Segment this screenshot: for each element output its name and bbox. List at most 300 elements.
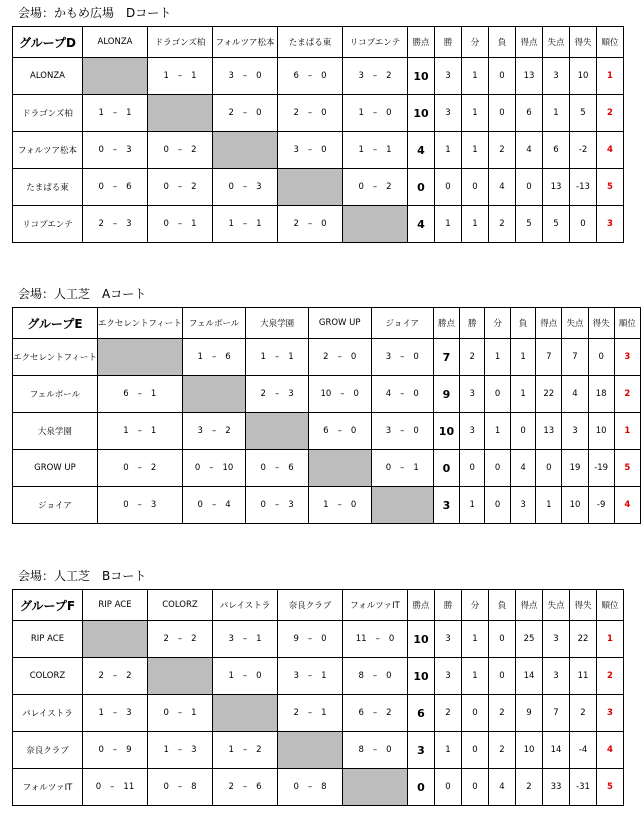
self-match-cell — [278, 732, 343, 769]
table-row — [13, 413, 641, 450]
goals-against: 3 — [150, 500, 157, 510]
stat-cell: 22 — [536, 376, 562, 413]
column-header-team: COLORZ — [148, 590, 213, 621]
stat-cell: 3 — [435, 95, 462, 132]
match-score-cell — [182, 413, 246, 450]
points-cell: 4 — [408, 206, 435, 243]
match-score-cell — [83, 95, 148, 132]
goals-against: 1 — [191, 708, 197, 718]
match-score-cell — [278, 695, 343, 732]
stat-cell: -9 — [588, 487, 614, 524]
match-score — [309, 389, 371, 399]
table-row — [13, 339, 641, 376]
score-separator: – — [274, 352, 280, 362]
stat-cell: 3 — [510, 487, 535, 524]
self-match-cell — [148, 658, 213, 695]
column-header-team: GROW UP — [308, 308, 371, 339]
stat-cell: 1 — [462, 621, 489, 658]
goals-against: 0 — [388, 634, 395, 644]
match-score — [83, 182, 147, 192]
rank-cell: 3 — [614, 339, 640, 376]
match-score — [148, 782, 212, 792]
match-score — [83, 108, 147, 118]
score-separator: – — [337, 352, 342, 362]
table-row — [13, 132, 624, 169]
rank-cell: 1 — [597, 621, 624, 658]
stat-cell: 0 — [489, 658, 516, 695]
match-score-cell — [308, 376, 371, 413]
match-score-cell — [83, 658, 148, 695]
goals-against: 3 — [126, 145, 132, 155]
row-team-name: ドラゴンズ柏 — [13, 95, 83, 132]
stat-cell: 2 — [489, 695, 516, 732]
rank-cell: 1 — [597, 58, 624, 95]
stat-cell: 2 — [489, 132, 516, 169]
stat-header: 勝点 — [408, 590, 435, 621]
row-team-name: エクセレントフィート — [13, 339, 98, 376]
row-team-name: ジョイア — [13, 487, 98, 524]
match-score-cell — [83, 732, 148, 769]
table-row — [13, 695, 624, 732]
goals-against: 2 — [386, 71, 392, 81]
match-score-cell — [213, 658, 278, 695]
stat-header: 分 — [462, 27, 489, 58]
goals-against: 2 — [126, 671, 132, 681]
goals-against: 1 — [150, 426, 157, 436]
match-score — [213, 219, 277, 229]
goals-for: 8 — [358, 671, 364, 681]
goals-against: 6 — [225, 352, 231, 362]
stat-cell: 1 — [485, 413, 510, 450]
stat-cell: 3 — [543, 58, 570, 95]
stat-cell: 0 — [435, 769, 462, 806]
stat-header: 負 — [489, 27, 516, 58]
score-separator: – — [112, 182, 118, 192]
stat-cell: 1 — [543, 95, 570, 132]
match-score-cell — [246, 339, 308, 376]
match-score — [83, 782, 147, 792]
table-row — [13, 487, 641, 524]
goals-against: 6 — [126, 182, 132, 192]
goals-for: 3 — [228, 634, 234, 644]
score-separator: – — [177, 745, 183, 755]
match-score-cell — [213, 206, 278, 243]
match-score-cell — [182, 450, 246, 487]
match-score — [183, 352, 246, 362]
stat-cell: 1 — [435, 132, 462, 169]
column-header-team: エクセレントフィート — [97, 308, 182, 339]
stat-cell: 3 — [435, 621, 462, 658]
points-cell: 4 — [408, 132, 435, 169]
match-score — [83, 708, 147, 718]
stat-header: 負 — [510, 308, 535, 339]
table-row — [13, 732, 624, 769]
table-row — [13, 58, 624, 95]
match-score — [213, 71, 277, 81]
stat-cell: 10 — [588, 413, 614, 450]
standings-table-group-2 — [12, 307, 641, 524]
goals-against: 4 — [225, 500, 231, 510]
self-match-cell — [83, 621, 148, 658]
stat-cell: 3 — [543, 621, 570, 658]
stat-cell: 2 — [460, 339, 485, 376]
column-header-team: リコブエンテ — [343, 27, 408, 58]
goals-against: 11 — [123, 782, 135, 792]
stat-header: 勝 — [435, 590, 462, 621]
goals-against: 1 — [191, 71, 197, 81]
self-match-cell — [278, 169, 343, 206]
match-score-cell — [371, 376, 433, 413]
match-score-cell — [148, 132, 213, 169]
goals-for: 3 — [385, 426, 392, 436]
match-score-cell — [278, 769, 343, 806]
match-score-cell — [83, 769, 148, 806]
table-row — [13, 169, 624, 206]
goals-for: 2 — [260, 389, 266, 399]
rank-cell: 4 — [614, 487, 640, 524]
row-team-name: ALONZA — [13, 58, 83, 95]
stat-cell: 2 — [489, 732, 516, 769]
rank-cell: 5 — [597, 769, 624, 806]
score-separator: – — [112, 219, 118, 229]
score-separator: – — [372, 108, 378, 118]
match-score — [278, 219, 342, 229]
score-separator: – — [112, 108, 118, 118]
score-separator: – — [112, 671, 118, 681]
column-header-team: ALONZA — [83, 27, 148, 58]
goals-for: 6 — [323, 426, 329, 436]
match-score — [148, 745, 212, 755]
points-cell: 3 — [433, 487, 459, 524]
match-score — [148, 145, 212, 155]
goals-against: 0 — [256, 71, 262, 81]
points-cell: 0 — [433, 450, 459, 487]
goals-for: 1 — [163, 745, 169, 755]
row-team-name: フォルツァIT — [13, 769, 83, 806]
stat-cell: 0 — [460, 450, 485, 487]
score-separator: – — [242, 671, 248, 681]
match-score-cell — [246, 376, 308, 413]
match-score — [343, 182, 407, 192]
score-separator: – — [307, 145, 313, 155]
venue-title: 会場：人工芝 Bコート — [18, 569, 147, 583]
match-score — [372, 426, 433, 436]
table-row — [13, 95, 624, 132]
stat-header: 勝 — [460, 308, 485, 339]
stat-cell: 14 — [543, 732, 570, 769]
points-cell: 0 — [408, 769, 435, 806]
goals-against: 1 — [256, 634, 262, 644]
match-score-cell — [97, 450, 182, 487]
score-separator: – — [372, 71, 378, 81]
score-separator: – — [137, 500, 142, 510]
column-header-team: フォルツァIT — [343, 590, 408, 621]
match-score-cell — [182, 487, 246, 524]
stat-cell: 4 — [489, 169, 516, 206]
stat-cell: 0 — [462, 732, 489, 769]
stat-cell: 10 — [516, 732, 543, 769]
match-score-cell — [213, 95, 278, 132]
self-match-cell — [213, 132, 278, 169]
goals-against: 0 — [350, 352, 357, 362]
column-header-team: 大泉学園 — [246, 308, 308, 339]
stat-cell: 0 — [570, 206, 597, 243]
points-cell: 10 — [408, 95, 435, 132]
match-score — [278, 634, 342, 644]
match-score — [148, 219, 212, 229]
row-team-name: フォルツア松本 — [13, 132, 83, 169]
goals-for: 1 — [123, 426, 129, 436]
match-score — [83, 145, 147, 155]
score-separator: – — [372, 708, 378, 718]
goals-for: 3 — [293, 145, 299, 155]
goals-for: 2 — [228, 108, 234, 118]
goals-against: 8 — [191, 782, 197, 792]
points-cell: 10 — [408, 658, 435, 695]
goals-for: 0 — [197, 500, 203, 510]
rank-cell: 2 — [614, 376, 640, 413]
stat-cell: 0 — [485, 487, 510, 524]
goals-for: 4 — [385, 389, 392, 399]
match-score-cell — [343, 658, 408, 695]
score-separator: – — [340, 389, 345, 399]
stat-cell: 1 — [462, 658, 489, 695]
goals-for: 0 — [293, 782, 299, 792]
goals-for: 1 — [323, 500, 329, 510]
self-match-cell — [308, 450, 371, 487]
table-row — [13, 621, 624, 658]
self-match-cell — [371, 487, 433, 524]
table-row — [13, 450, 641, 487]
goals-against: 1 — [126, 108, 132, 118]
stat-header: 得点 — [516, 590, 543, 621]
row-team-name: GROW UP — [13, 450, 98, 487]
goals-against: 0 — [350, 426, 357, 436]
match-score-cell — [343, 132, 408, 169]
stat-cell: 0 — [485, 376, 510, 413]
stat-header: 失点 — [543, 27, 570, 58]
row-team-name: パレイストラ — [13, 695, 83, 732]
goals-for: 1 — [197, 352, 203, 362]
score-separator: – — [372, 145, 378, 155]
column-header-team: ジョイア — [371, 308, 433, 339]
match-score-cell — [97, 376, 182, 413]
standings-table-group-1 — [12, 26, 624, 243]
column-header-team: フォルツア松本 — [213, 27, 278, 58]
stat-cell: 4 — [562, 376, 588, 413]
stat-cell: 1 — [435, 732, 462, 769]
match-score-cell — [148, 769, 213, 806]
stat-header: 勝 — [435, 27, 462, 58]
column-header-team: ドラゴンズ柏 — [148, 27, 213, 58]
stat-cell: 4 — [510, 450, 535, 487]
stat-cell: 7 — [543, 695, 570, 732]
stat-cell: 10 — [562, 487, 588, 524]
goals-for: 3 — [293, 671, 299, 681]
match-score — [343, 108, 407, 118]
rank-cell: 2 — [597, 95, 624, 132]
stat-cell: 0 — [462, 695, 489, 732]
goals-against: 0 — [256, 108, 262, 118]
stat-cell: 19 — [562, 450, 588, 487]
goals-for: 3 — [228, 71, 234, 81]
goals-for: 3 — [197, 426, 203, 436]
rank-cell: 5 — [597, 169, 624, 206]
goals-against: 1 — [386, 145, 392, 155]
score-separator: – — [177, 71, 183, 81]
goals-against: 3 — [126, 219, 132, 229]
match-score-cell — [278, 132, 343, 169]
match-score — [278, 71, 342, 81]
table-row — [13, 206, 624, 243]
stat-cell: -4 — [570, 732, 597, 769]
goals-against: 0 — [386, 108, 392, 118]
goals-against: 2 — [191, 634, 197, 644]
stat-cell: 1 — [462, 206, 489, 243]
goals-for: 2 — [163, 634, 169, 644]
match-score-cell — [148, 169, 213, 206]
goals-against: 0 — [321, 108, 327, 118]
match-score-cell — [278, 621, 343, 658]
goals-for: 2 — [98, 671, 104, 681]
stat-cell: 3 — [562, 413, 588, 450]
goals-against: 0 — [386, 745, 392, 755]
match-score — [343, 145, 407, 155]
stat-cell: 5 — [543, 206, 570, 243]
goals-for: 2 — [293, 108, 299, 118]
stat-header: 失点 — [562, 308, 588, 339]
stat-header: 負 — [489, 590, 516, 621]
score-separator: – — [211, 500, 217, 510]
goals-against: 2 — [386, 182, 392, 192]
goals-for: 0 — [163, 219, 169, 229]
score-separator: – — [211, 352, 217, 362]
stat-cell: 0 — [462, 169, 489, 206]
match-score-cell — [83, 132, 148, 169]
score-separator: – — [209, 463, 214, 473]
points-cell: 0 — [408, 169, 435, 206]
goals-against: 3 — [256, 182, 262, 192]
score-separator: – — [112, 708, 118, 718]
match-score-cell — [371, 450, 433, 487]
stat-header: 得点 — [516, 27, 543, 58]
stat-cell: 0 — [536, 450, 562, 487]
goals-for: 1 — [228, 745, 234, 755]
points-cell: 10 — [408, 621, 435, 658]
group-label: グループE — [13, 308, 98, 339]
venue-title: 会場：人工芝 Aコート — [18, 287, 147, 301]
goals-for: 0 — [98, 182, 104, 192]
stat-cell: 18 — [588, 376, 614, 413]
stat-cell: 7 — [562, 339, 588, 376]
column-header-team: RIP ACE — [83, 590, 148, 621]
stat-header: 得失 — [570, 27, 597, 58]
score-separator: – — [177, 634, 183, 644]
goals-for: 6 — [358, 708, 364, 718]
goals-against: 0 — [386, 671, 392, 681]
self-match-cell — [343, 206, 408, 243]
match-score-cell — [343, 58, 408, 95]
goals-against: 0 — [321, 71, 327, 81]
stat-cell: 3 — [460, 413, 485, 450]
goals-against: 1 — [191, 219, 197, 229]
row-team-name: 奈良クラブ — [13, 732, 83, 769]
stat-cell: 3 — [435, 658, 462, 695]
stat-header: 勝点 — [408, 27, 435, 58]
goals-for: 2 — [323, 352, 329, 362]
match-score — [278, 782, 342, 792]
goals-against: 0 — [413, 389, 419, 399]
stat-cell: 13 — [516, 58, 543, 95]
goals-for: 1 — [163, 71, 169, 81]
goals-for: 2 — [228, 782, 234, 792]
stat-header: 得失 — [570, 590, 597, 621]
goals-for: 0 — [228, 182, 234, 192]
stat-cell: 3 — [460, 376, 485, 413]
match-score-cell — [182, 339, 246, 376]
score-separator: – — [242, 634, 248, 644]
match-score-cell — [97, 487, 182, 524]
goals-against: 2 — [150, 463, 157, 473]
column-header-team: パレイストラ — [213, 590, 278, 621]
goals-against: 2 — [225, 426, 231, 436]
match-score — [98, 389, 182, 399]
header-row — [13, 590, 624, 621]
rank-cell: 5 — [614, 450, 640, 487]
match-score — [148, 182, 212, 192]
stat-cell: 0 — [489, 58, 516, 95]
match-score — [183, 500, 246, 510]
match-score — [278, 671, 342, 681]
goals-for: 6 — [123, 389, 129, 399]
goals-for: 1 — [358, 145, 364, 155]
score-separator: – — [177, 145, 183, 155]
stat-cell: 5 — [570, 95, 597, 132]
score-separator: – — [307, 219, 313, 229]
self-match-cell — [213, 695, 278, 732]
goals-for: 1 — [228, 671, 234, 681]
goals-for: 0 — [123, 500, 129, 510]
goals-for: 0 — [260, 463, 266, 473]
match-score-cell — [148, 621, 213, 658]
match-score — [98, 463, 182, 473]
score-separator: – — [242, 219, 248, 229]
goals-against: 0 — [321, 145, 327, 155]
row-team-name: フェルボール — [13, 376, 98, 413]
group-label: グループD — [13, 27, 83, 58]
goals-against: 2 — [256, 745, 262, 755]
goals-against: 2 — [386, 708, 392, 718]
stat-cell: 3 — [435, 58, 462, 95]
match-score — [98, 500, 182, 510]
stat-cell: 0 — [510, 413, 535, 450]
score-separator: – — [375, 634, 380, 644]
score-separator: – — [372, 745, 378, 755]
match-score — [246, 389, 307, 399]
goals-against: 0 — [413, 426, 419, 436]
score-separator: – — [112, 745, 118, 755]
stat-cell: -2 — [570, 132, 597, 169]
goals-for: 1 — [98, 108, 104, 118]
points-cell: 9 — [433, 376, 459, 413]
stat-cell: 33 — [543, 769, 570, 806]
match-score — [213, 108, 277, 118]
match-score — [213, 182, 277, 192]
rank-cell: 4 — [597, 132, 624, 169]
goals-for: 1 — [228, 219, 234, 229]
match-score-cell — [148, 732, 213, 769]
match-score — [309, 500, 371, 510]
